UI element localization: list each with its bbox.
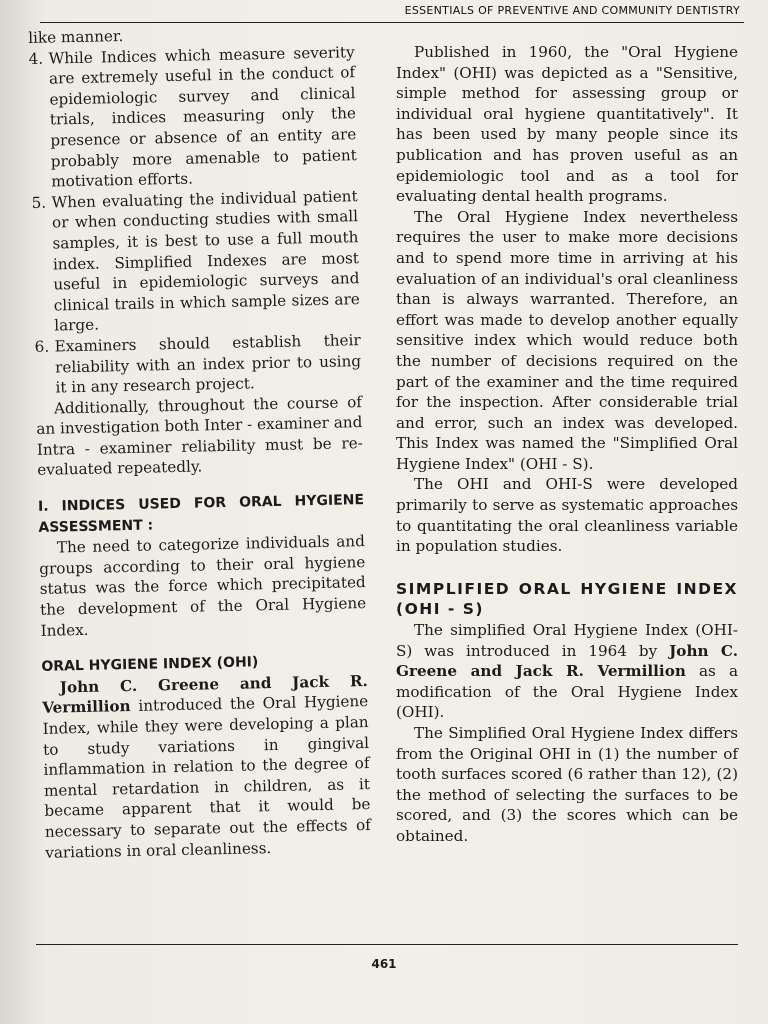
paragraph-text: introduced the Oral Hygiene Index, while they were developing a plan to study variations in gingival inflammation in relation to the degree of mental retardation in children, as it became apparent that it would be necessary to separate out the effects of variations in oral cleanliness.	[42, 692, 371, 862]
paragraph: The OHI and OHI-S were developed primarily to serve as systematic approaches to quantitating the oral cleanliness variable in population studies.	[396, 475, 738, 556]
paragraph	[42, 671, 372, 863]
author-names: John C. Greene and Jack R. Vermillion	[42, 671, 368, 718]
running-head: ESSENTIALS OF PREVENTIVE AND COMMUNITY DENTISTRY	[404, 4, 740, 17]
list-text: Examiners should establish their reliability with an index prior to using it in any research project.	[54, 331, 362, 397]
footer-rule	[36, 944, 738, 945]
list-number: 5.	[31, 193, 47, 212]
section-heading: I. INDICES USED FOR ORAL HYGIENE ASSESSMENT :	[37, 492, 365, 536]
paragraph: Additionally, throughout the course of an investigation both Inter - examiner and Intra - examiner reliability must be re-evaluated repeatedly.	[36, 392, 363, 480]
section-heading: SIMPLIFIED ORAL HYGIENE INDEX (OHI - S)	[396, 579, 738, 619]
list-item-6	[34, 330, 361, 399]
paragraph: The need to categorize individuals and groups according to their oral hygiene status was the force which precipitated the development of the Oral Hygiene Index.	[39, 532, 367, 640]
list-item-4	[28, 42, 357, 193]
list-item-5	[31, 186, 360, 337]
carryover-text: like manner.	[28, 27, 124, 47]
list-text: While Indices which measure severity are extremely useful in the conduct of epidemiologic survey and clinical trials, indices measuring only the presence or absence of an entity are probably more amenable to patient motivation efforts.	[48, 42, 357, 191]
subsection-heading: ORAL HYGIENE INDEX (OHI)	[41, 654, 259, 676]
paragraph-text: The simplified Oral Hygiene Index (OHI-S) was introduced in 1964 by	[396, 621, 738, 660]
paragraph: The Simplified Oral Hygiene Index differs from the Original OHI in (1) the number of tooth surfaces scored (6 rather than 12), (2) the method of selecting the surfaces to be scored, and (3) the scores which can be obtained.	[396, 724, 738, 845]
left-column	[28, 21, 371, 863]
right-column	[396, 42, 738, 847]
list-number: 6.	[34, 337, 50, 356]
header-rule	[40, 22, 744, 23]
page-number: 461	[371, 957, 397, 971]
paragraph-text: as a modification of the Oral Hygiene Index (OHI).	[396, 662, 739, 722]
paragraph: Published in 1960, the "Oral Hygiene Index" (OHI) was depicted as a "Sensitive, simple method for assessing group or individual oral hygiene quantitatively". It has been used by many people since its publication and has proven useful as an epidemiologic tool and as a tool for evaluating dental health programs.	[396, 43, 738, 206]
list-number: 4.	[28, 49, 44, 68]
author-names: John C. Greene and Jack R. Vermillion	[396, 641, 739, 681]
paragraph	[396, 620, 738, 723]
list-text: When evaluating the individual patient or when conducting studies with small samples, it is best to use a full mouth index. Simplified Indexes are most useful in epidemiologic surveys and clinical trails in which sample sizes are large.	[51, 186, 360, 335]
paragraph: The Oral Hygiene Index nevertheless requires the user to make more decisions and to spend more time in arriving at his evaluation of an individual's oral cleanliness than is always warranted. Therefore, an effort was made to develop another equally sensitive index which would reduce both the number of decisions required on the part of the examiner and the time required for the inspection. After considerable trial and error, such an index was developed. This Index was named the "Simplified Oral Hygiene Index" (OHI - S).	[396, 207, 738, 473]
